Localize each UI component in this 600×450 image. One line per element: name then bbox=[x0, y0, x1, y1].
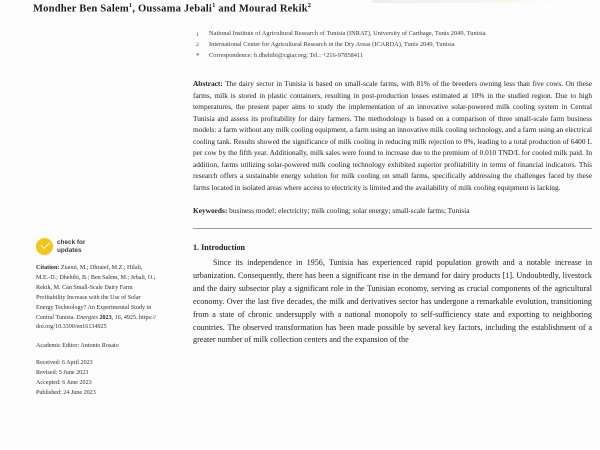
check-for-updates-label bbox=[57, 239, 85, 254]
abstract-label: Abstract: bbox=[193, 79, 223, 88]
citation-journal: Energies bbox=[76, 314, 98, 321]
date-revised-label: Revised: bbox=[36, 370, 58, 377]
affiliation-item bbox=[196, 29, 596, 40]
keywords-section bbox=[193, 205, 592, 217]
correspondence-text[interactable]: Correspondence: b.dhehibi@cgiar.org; Tel.: +216-97858411 bbox=[209, 51, 364, 59]
introduction-paragraph: Since its independence in 1956, Tunisia has experienced rapid population growth and a notable increase in urbanization. Consequently, there has been a significant rise in the demand for dairy products [1]. Undoubtedly, livestock and the dairy subsector play a significant role in the Tunisian economy, serving as crucial components of the agricultural economy. Over the last five decades, the milk and derivatives sector has undergone a remarkable evolution, transitioning from a state of chronic undersupply with a national monopoly to self-sufficiency state and exporting to neighboring countries. The observed transformation has been made possible by several key factors, including the establishment of a greater number of milk collection centers and the expansion of the bbox=[193, 257, 592, 345]
date-received bbox=[36, 359, 156, 369]
author-1-affiliation-marker: 1 bbox=[128, 2, 133, 9]
date-received-label: Received: bbox=[36, 360, 61, 367]
keywords-text: business model; electricity; milk cooling; solar energy; small-scale farms; Tunisia bbox=[229, 206, 470, 216]
academic-editor-block bbox=[36, 342, 156, 352]
citation-year: 2023 bbox=[99, 314, 112, 321]
publication-dates-block bbox=[36, 359, 156, 398]
date-published-label: Published: bbox=[36, 389, 62, 396]
section-divider bbox=[193, 228, 592, 229]
cfu-line-1: check for bbox=[57, 239, 86, 247]
date-accepted-value: 6 June 2023 bbox=[62, 379, 92, 386]
date-received-value: 6 April 2023 bbox=[61, 360, 93, 367]
abstract-section bbox=[193, 78, 592, 193]
date-accepted bbox=[36, 379, 156, 389]
affiliation-list bbox=[196, 29, 596, 61]
cfu-line-2: updates bbox=[57, 246, 82, 254]
citation-block: Citation: Ziaoui, M.; Dhraief, M.Z.; Hilali, M.E.-D.; Dhehibi, B.; Ben Salem, M.; Jebali, O.; Rekik, M. Can Small-Scale Dairy Farm Profitability Increase with the Use of Solar Energy Technology? An Experimental Study in Central Tunisia. Energies 2023, 16, 4925. https://doi.org/10.3390/en16134925 bbox=[36, 265, 156, 331]
citation-article-number: 4925 bbox=[123, 314, 136, 321]
academic-editor-name: Antonio Rosato bbox=[80, 343, 119, 350]
affiliation-item bbox=[196, 40, 596, 51]
checkmark-icon bbox=[36, 238, 53, 255]
author-3: Mourad Rekik bbox=[238, 3, 308, 15]
author-2: Oussama Jebali bbox=[138, 3, 213, 15]
affiliation-marker: 2 bbox=[196, 42, 199, 49]
correspondence-item bbox=[196, 51, 596, 61]
introduction-heading: 1. Introduction bbox=[193, 242, 246, 252]
author-3-affiliation-marker: 2 bbox=[307, 2, 312, 9]
date-revised bbox=[36, 369, 156, 379]
citation-label: Citation: bbox=[36, 265, 60, 271]
keywords-label: Keywords: bbox=[193, 206, 228, 216]
academic-editor-label: Academic Editor: bbox=[36, 343, 80, 350]
correspondence-marker: * bbox=[196, 51, 200, 60]
date-accepted-label: Accepted: bbox=[36, 379, 61, 386]
author-2-affiliation-marker: 1 bbox=[212, 2, 216, 9]
date-published-value: 24 June 2023 bbox=[63, 389, 96, 396]
affiliation-text: International Center for Agricultural Research in the Dry Areas (ICARDA), Tunis 2049, Tunisia bbox=[209, 40, 455, 48]
affiliation-text: National Institute of Agricultural Research of Tunisia (INRAT), University of Carthage, Tunis 2049, Tunisia bbox=[209, 30, 486, 37]
citation-volume: 16 bbox=[114, 314, 121, 321]
article-metadata-sidebar bbox=[36, 238, 156, 398]
author-1: Mondher Ben Salem bbox=[33, 3, 129, 15]
citation-doi-link[interactable]: https://doi.org/10.3390/en16134925 bbox=[36, 314, 156, 331]
citation-text: Ziaoui, M.; Dhraief, M.Z.; Hilali, M.E.-D.; Dhehibi, B.; Ben Salem, M.; Jebali, O.; Rekik, M. Can Small-Scale Dairy Farm Profitability Increase with the Use of Solar Energy Technology? An Experimental Study in Central Tunisia. bbox=[36, 265, 156, 321]
article-main-column bbox=[193, 78, 592, 347]
date-published bbox=[36, 389, 156, 399]
date-revised-value: 5 June 2023 bbox=[58, 370, 89, 377]
check-for-updates-badge[interactable] bbox=[36, 238, 156, 255]
author-line: Mondher Ben Salem$^1$, Oussama Jebali$^1$ and Mourad Rekik$^2$ bbox=[33, 2, 312, 15]
abstract-text: The dairy sector in Tunisia is based on small-scale farms, with 81% of the breeders owning less than five cows. On these farms, milk is stored in plastic containers, resulting in post-production losses estimated at 10% in the studied region. Due to high temperatures, the present paper aims to study the implementation of an innovative solar-powered milk cooling system in Central Tunisia and assess its profitability for dairy farmers. The methodology is based on a comparison of three small-scale farm business models: a farm without any milk cooling equipment, a farm using an innovative milk cooling technology, and a farm using an electrical cooling tank. Results showed the significance of milk cooling in reducing milk rejection to 0%, leading to a total production of 6400 L per cow by the fifth year. Additionally, milk sales were found to increase due to the premium of 0.010 TND/L for cooled milk paid. In addition, farms utilizing solar-powered milk cooling technology exhibited superior profitability in terms of financial indicators. This research offers a sustainable energy solution for milk cooling on small farms, specifically addressing the challenges faced by these farms located in isolated areas where access to electricity is limited and the availability of milk cooling equipment is lacking. bbox=[193, 79, 592, 192]
affiliation-marker: 1 bbox=[196, 31, 199, 38]
